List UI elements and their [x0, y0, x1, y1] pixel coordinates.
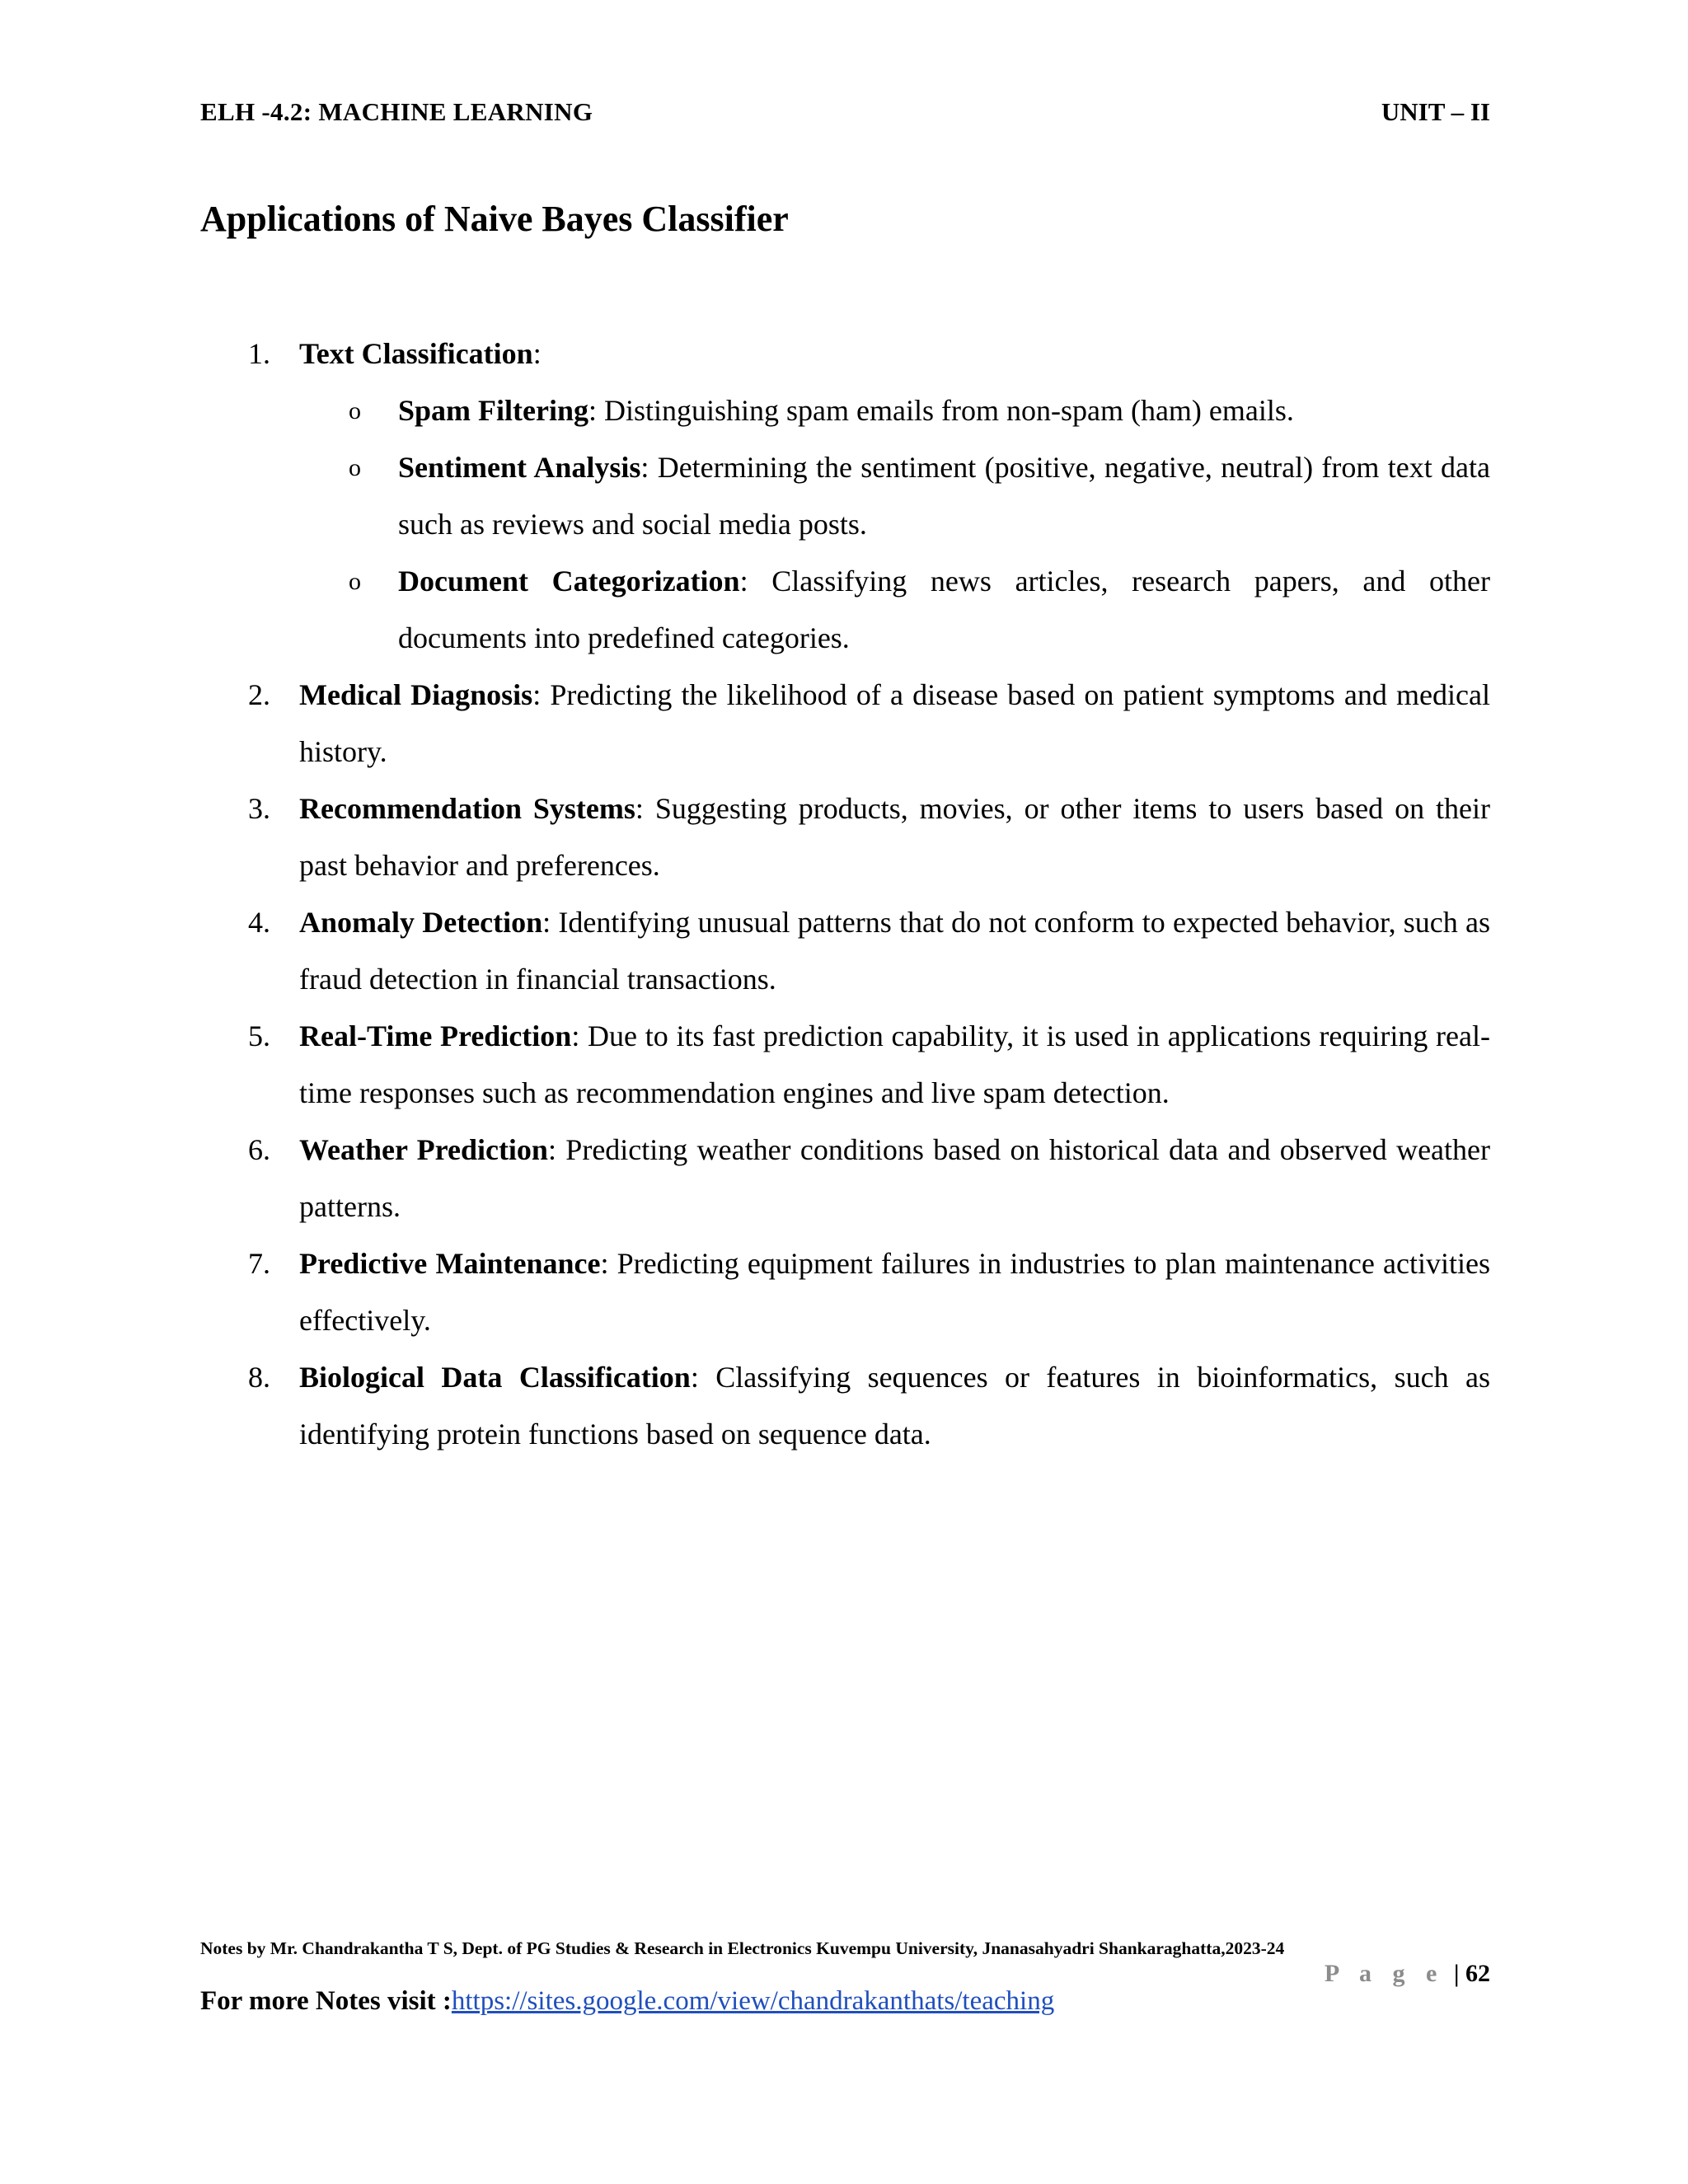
list-number: 6. [248, 1133, 270, 1166]
sub-item-text: : Distinguishing spam emails from non-spam (ham) emails. [588, 394, 1294, 427]
list-item-term: Predictive Maintenance [299, 1247, 601, 1280]
page-number [1325, 1960, 1490, 1988]
list-item-medical-diagnosis [200, 667, 1490, 780]
sub-item-spam-filtering [299, 382, 1490, 439]
sub-item-sentiment-analysis [299, 439, 1490, 553]
page-number-value: 62 [1465, 1960, 1490, 1987]
page-label: P a g e [1324, 1960, 1445, 1987]
text-classification-sublist [299, 382, 1490, 667]
sub-item-term: Sentiment Analysis [398, 451, 641, 484]
list-item-real-time-prediction [200, 1008, 1490, 1122]
sub-item-text: : Classifying news articles, research papers, and other documents into predefined categories. [398, 565, 1490, 654]
list-item-predictive-maintenance [200, 1235, 1490, 1349]
list-number: 3. [248, 792, 270, 825]
circle-bullet-icon: o [349, 568, 361, 595]
list-item-term: Biological Data Classification [299, 1361, 691, 1394]
list-item-text: : [532, 337, 542, 370]
list-item-term: Anomaly Detection [299, 906, 543, 939]
applications-list [200, 326, 1490, 1463]
list-item-text-classification [200, 326, 1490, 667]
notes-website-link[interactable]: https://sites.google.com/view/chandrakanthats/teaching [451, 1986, 1055, 2016]
applications-content [200, 326, 1490, 1463]
sub-item-document-categorization [299, 553, 1490, 667]
list-item-term: Recommendation Systems [299, 792, 635, 825]
list-item-term: Weather Prediction [299, 1133, 548, 1166]
list-item-text: : Classifying sequences or features in bioinformatics, such as identifying protein functions based on sequence data. [299, 1361, 1490, 1451]
visit-notes-line [200, 1986, 1054, 2017]
list-item-term: Medical Diagnosis [299, 678, 533, 711]
list-number: 1. [248, 337, 270, 370]
list-item-weather-prediction [200, 1122, 1490, 1235]
list-number: 7. [248, 1247, 270, 1280]
list-number: 2. [248, 678, 270, 711]
list-item-recommendation-systems [200, 780, 1490, 894]
list-item-text: : Predicting weather conditions based on historical data and observed weather patterns. [299, 1133, 1491, 1223]
circle-bullet-icon: o [349, 454, 361, 481]
list-item-biological-data-classification [200, 1349, 1490, 1463]
list-number: 8. [248, 1361, 270, 1394]
list-item-text: : Predicting equipment failures in industries to plan maintenance activities effectively. [299, 1247, 1490, 1337]
list-item-term: Real-Time Prediction [299, 1019, 572, 1052]
list-number: 5. [248, 1019, 270, 1052]
list-item-anomaly-detection [200, 894, 1490, 1008]
header-unit: UNIT – II [1381, 97, 1490, 126]
list-item-text: : Due to its fast prediction capability, it is used in applications requiring real-time responses such as recommendation engines and live spam detection. [299, 1019, 1490, 1109]
page-separator: | [1447, 1960, 1465, 1987]
sub-item-text: : Determining the sentiment (positive, negative, neutral) from text data such as reviews and social media posts. [398, 451, 1491, 541]
list-number: 4. [248, 906, 270, 939]
sub-item-term: Spam Filtering [398, 394, 588, 427]
section-title: Applications of Naive Bayes Classifier [200, 199, 789, 239]
list-item-text: : Identifying unusual patterns that do not conform to expected behavior, such as fraud detection in financial transactions. [299, 906, 1490, 996]
list-item-text: : Suggesting products, movies, or other items to users based on their past behavior and preferences. [299, 792, 1490, 882]
sub-item-term: Document Categorization [398, 565, 740, 598]
list-item-term: Text Classification [299, 337, 533, 370]
visit-label: For more Notes visit : [200, 1986, 452, 2016]
header-course-title: ELH -4.2: MACHINE LEARNING [200, 97, 593, 126]
footer-notes: Notes by Mr. Chandrakantha T S, Dept. of PG Studies & Research in Electronics Kuvempu University, Jnanasahyadri Shankaraghatta,2023-24 [200, 1938, 1285, 1958]
circle-bullet-icon: o [349, 397, 361, 424]
list-item-text: : Predicting the likelihood of a disease based on patient symptoms and medical history. [299, 678, 1490, 768]
